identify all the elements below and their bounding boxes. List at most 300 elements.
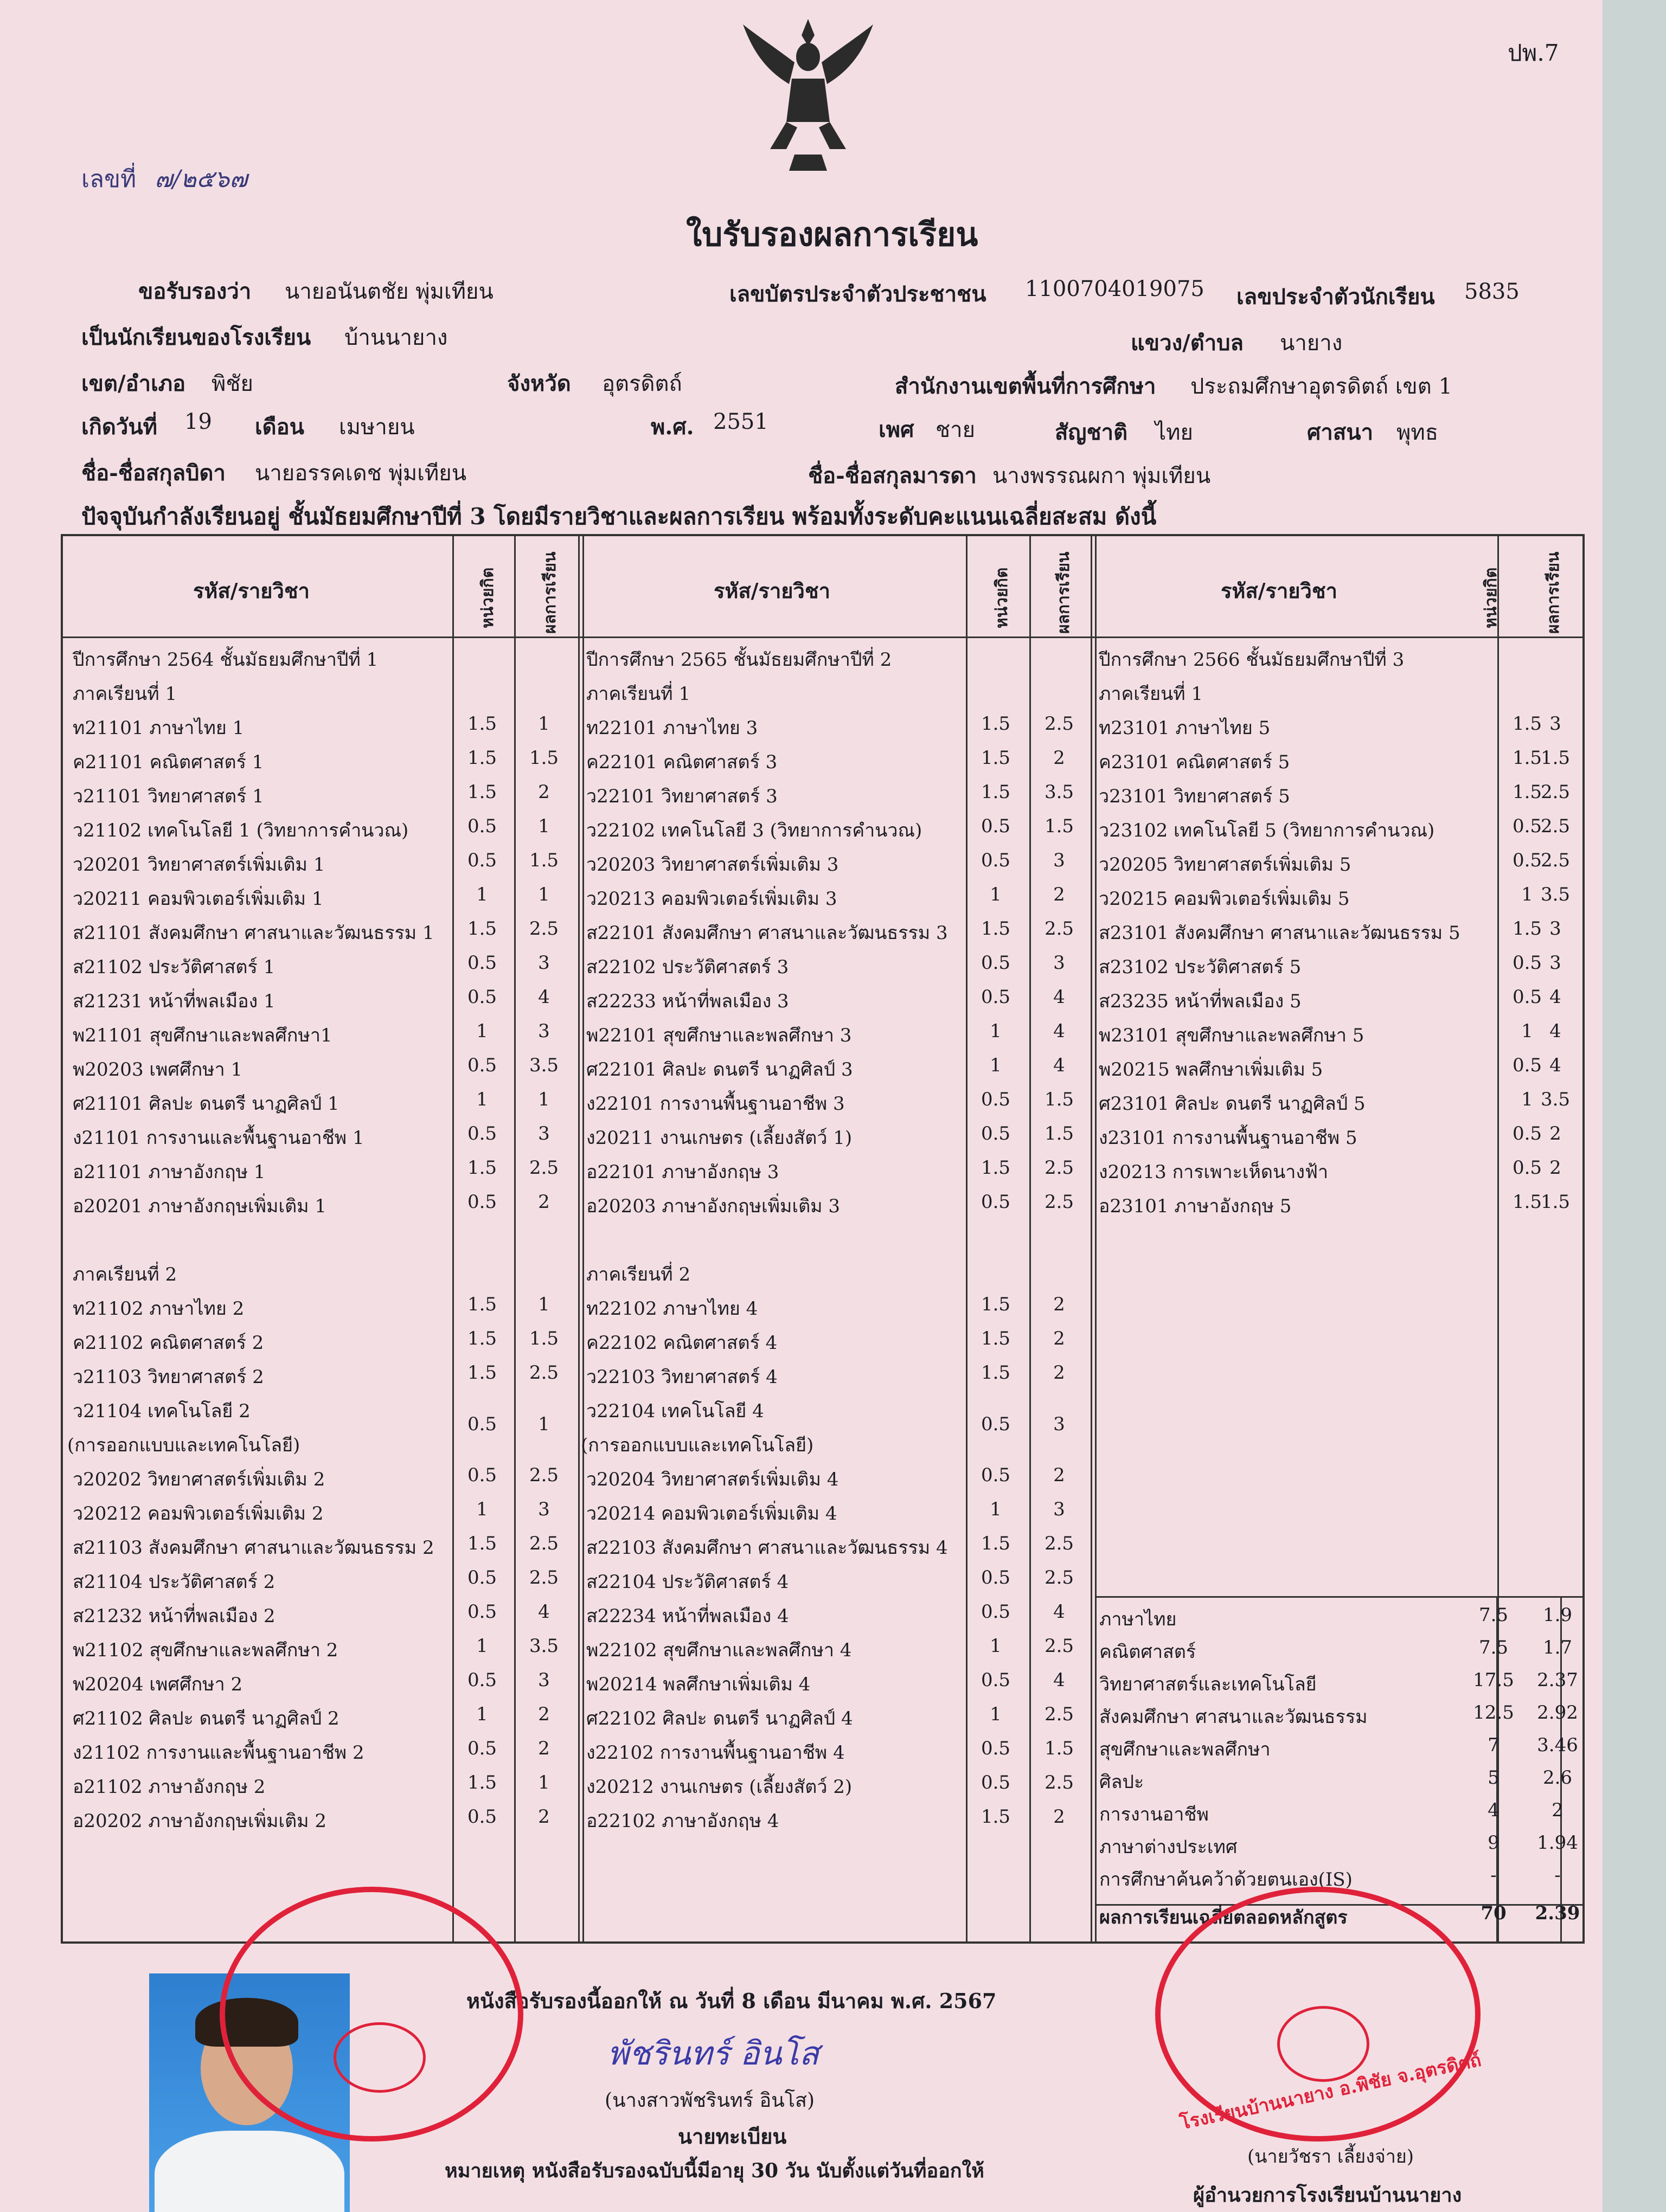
- grade-value: 2: [1053, 884, 1065, 905]
- subject-name: ง22101 การงานพื้นฐานอาชีพ 3: [586, 1093, 845, 1115]
- page-title: ใบรับรองผลการเรียน: [686, 216, 978, 254]
- grade-value: 4: [1053, 1601, 1065, 1623]
- grade-value: 1.5: [1044, 1123, 1074, 1144]
- credit-value: 0.5: [981, 1738, 1011, 1759]
- director-title: ผู้อำนวยการโรงเรียนบ้านนายาง: [1193, 2184, 1462, 2207]
- credit-value: 1.5: [467, 1362, 497, 1384]
- grade-value: 2: [1053, 1464, 1065, 1486]
- student-name: นายอนันตชัย พุ่มเทียน: [285, 279, 494, 304]
- mother-label: ชื่อ-ชื่อสกุลมารดา: [808, 463, 977, 488]
- father-label: ชื่อ-ชื่อสกุลบิดา: [81, 460, 226, 486]
- credit-value: 1: [476, 1635, 488, 1657]
- subject-name: ค22101 คณิตศาสตร์ 3: [586, 751, 778, 773]
- id-value: 1100704019075: [1025, 276, 1204, 301]
- credit-value: 0.5: [467, 1806, 497, 1828]
- credit-value: 1: [990, 1020, 1002, 1042]
- grade-value: 3.5: [1044, 781, 1074, 803]
- grade-value: 4: [538, 1601, 550, 1623]
- grade-value: 3: [1053, 1413, 1065, 1435]
- credit-value: 0.5: [981, 1669, 1011, 1691]
- grade-value: 2: [538, 1806, 550, 1828]
- subject-name: อ21102 ภาษาอังกฤษ 2: [73, 1776, 266, 1798]
- credit-value: 1.5: [467, 1772, 497, 1793]
- credit-value: 0.5: [467, 1464, 497, 1486]
- subject-name: ว22101 วิทยาศาสตร์ 3: [586, 786, 778, 807]
- doc-number-label: เลขที่: [81, 165, 137, 193]
- credit-value: 1.5: [981, 1806, 1011, 1828]
- summary-credit: -: [1490, 1864, 1497, 1886]
- grade-value: 1.5: [529, 747, 559, 769]
- credit-value: 0.5: [467, 850, 497, 871]
- grade-value: 2.5: [1540, 850, 1571, 871]
- mother-name: นางพรรณผกา พุ่มเทียน: [992, 464, 1211, 488]
- header-grade-2: ผลการเรียน: [1054, 551, 1073, 634]
- summary-credit: 9: [1488, 1832, 1500, 1854]
- credit-value: 0.5: [981, 1123, 1011, 1144]
- credit-value: 0.5: [467, 1669, 497, 1691]
- credit-value: 1: [990, 884, 1002, 905]
- credit-value: 1: [476, 1089, 488, 1110]
- grade-value: 1.5: [1044, 815, 1074, 837]
- credit-value: 1: [476, 1703, 488, 1725]
- grade-value: 2.5: [1044, 1635, 1074, 1657]
- summary-subject: ศิลปะ: [1099, 1771, 1144, 1793]
- credit-value: 0.5: [981, 1601, 1011, 1623]
- religion-value: พุทธ: [1396, 420, 1439, 445]
- grade-value: 3: [538, 952, 550, 974]
- grade-value: 4: [1053, 1054, 1065, 1076]
- credit-value: 1.5: [467, 713, 497, 735]
- grade-value: 2.5: [1044, 1533, 1074, 1554]
- subject-name: ศ21101 ศิลปะ ดนตรี นาฏศิลป์ 1: [73, 1093, 339, 1115]
- header-credit-2: หน่วยกิต: [992, 567, 1011, 628]
- credit-value: 0.5: [981, 1772, 1011, 1793]
- student-no-value: 5835: [1464, 279, 1520, 304]
- credit-value: 0.5: [1512, 986, 1542, 1008]
- footer-note: หมายเหตุ หนังสือรับรองฉบับนี้มีอายุ 30 วัน นับตั้งแต่วันที่ออกให้: [445, 2159, 984, 2182]
- subdistrict-value: นายาง: [1280, 331, 1343, 356]
- credit-value: 1.5: [467, 1328, 497, 1349]
- credit-value: 1.5: [1512, 713, 1542, 735]
- grade-value: 3: [1549, 713, 1561, 735]
- grade-value: 4: [538, 986, 550, 1008]
- credit-value: 1.5: [981, 747, 1011, 769]
- grade-value: 3: [538, 1499, 550, 1520]
- subject-name: พ20203 เพศศึกษา 1: [73, 1059, 243, 1081]
- subject-name: ง20212 งานเกษตร (เลี้ยงสัตว์ 2): [586, 1776, 853, 1798]
- summary-credit: 12.5: [1473, 1702, 1514, 1724]
- doc-number: [81, 160, 247, 198]
- subject-name: ส21104 ประวัติศาสตร์ 2: [73, 1571, 275, 1593]
- summary-subject: สังคมศึกษา ศาสนาและวัฒนธรรม: [1099, 1706, 1368, 1728]
- registrar-signature: พัชรินทร์ อินโส: [607, 2035, 819, 2073]
- grade-value: 3.5: [1540, 884, 1571, 905]
- semester-label: ภาคเรียนที่ 1: [1099, 683, 1203, 705]
- subject-name: ว21104 เทคโนโลยี 2: [73, 1400, 251, 1422]
- office-label: สำนักงานเขตพื้นที่การศึกษา: [895, 374, 1156, 399]
- registrar-name: (นางสาวพัชรินทร์ อินโส): [605, 2089, 815, 2112]
- subject-name: ว20202 วิทยาศาสตร์เพิ่มเติม 2: [73, 1469, 325, 1490]
- statement: ปัจจุบันกำลังเรียนอยู่ ชั้นมัธยมศึกษาปีที่ 3 โดยมีรายวิชาและผลการเรียน พร้อมทั้งระดับคะแนนเฉลี่ยสะสม ดังนี้: [81, 503, 1157, 530]
- subject-name: ส23235 หน้าที่พลเมือง 5: [1099, 991, 1302, 1012]
- credit-value: 0.5: [981, 1464, 1011, 1486]
- credit-value: 0.5: [981, 1191, 1011, 1213]
- grade-value: 2: [538, 781, 550, 803]
- birth-month: เมษายน: [339, 415, 415, 440]
- summary-subject: สุขศึกษาและพลศึกษา: [1099, 1739, 1271, 1760]
- grade-value: 3: [1549, 952, 1561, 974]
- summary-subject: ผลการเรียนเฉลี่ยตลอดหลักสูตร: [1099, 1907, 1348, 1928]
- subject-name: พ20215 พลศึกษาเพิ่มเติม 5: [1099, 1059, 1323, 1081]
- subject-name: ว20203 วิทยาศาสตร์เพิ่มเติม 3: [586, 854, 839, 876]
- subject-name: ท23101 ภาษาไทย 5: [1099, 717, 1271, 739]
- grade-value: 1: [538, 713, 550, 735]
- credit-value: 1.5: [981, 1157, 1011, 1179]
- credit-value: 1.5: [981, 1294, 1011, 1315]
- grade-value: 3: [1053, 952, 1065, 974]
- grade-value: 1.5: [529, 850, 559, 871]
- subject-name: ว20211 คอมพิวเตอร์เพิ่มเติม 1: [73, 888, 324, 910]
- subject-name: ว20205 วิทยาศาสตร์เพิ่มเติม 5: [1099, 854, 1351, 876]
- summary-credit: 7: [1488, 1734, 1500, 1756]
- subject-name: ศ23101 ศิลปะ ดนตรี นาฏศิลป์ 5: [1099, 1093, 1366, 1115]
- birth-day: 19: [184, 409, 212, 434]
- district-label: เขต/อำเภอ: [81, 371, 186, 396]
- credit-value: 0.5: [1512, 952, 1542, 974]
- subject-name: ส22101 สังคมศึกษา ศาสนาและวัฒนธรรม 3: [586, 922, 948, 944]
- summary-subject: ภาษาต่างประเทศ: [1099, 1836, 1238, 1858]
- subdistrict-label: แขวง/ตำบล: [1131, 330, 1244, 356]
- credit-value: 1.5: [1512, 781, 1542, 803]
- summary-credit: 7.5: [1478, 1604, 1509, 1626]
- grade-value: 2: [538, 1738, 550, 1759]
- summary-credit: 17.5: [1473, 1669, 1514, 1691]
- subject-name: ส22103 สังคมศึกษา ศาสนาและวัฒนธรรม 4: [586, 1537, 948, 1559]
- credit-value: 1.5: [981, 713, 1011, 735]
- subject-name: พ21102 สุขศึกษาและพลศึกษา 2: [73, 1639, 338, 1661]
- grade-value: 3: [1549, 918, 1561, 940]
- grade-value: 2.5: [1044, 1567, 1074, 1589]
- grade-value: 3: [538, 1123, 550, 1144]
- credit-value: 0.5: [981, 986, 1011, 1008]
- subject-name: ค21101 คณิตศาสตร์ 1: [73, 751, 264, 773]
- subject-name: ส21231 หน้าที่พลเมือง 1: [73, 991, 275, 1012]
- subject-name: อ21101 ภาษาอังกฤษ 1: [73, 1161, 266, 1183]
- sex-value: ชาย: [935, 417, 976, 442]
- school-value: บ้านนายาง: [344, 325, 448, 350]
- credit-value: 0.5: [1512, 1123, 1542, 1144]
- grade-value: 3.5: [1540, 1089, 1571, 1110]
- credit-value: 1: [476, 884, 488, 905]
- credit-value: 1: [990, 1499, 1002, 1520]
- credit-value: 0.5: [467, 1054, 497, 1076]
- semester-label: ภาคเรียนที่ 2: [73, 1264, 177, 1285]
- grade-value: 2.5: [1044, 713, 1074, 735]
- subject-name: ส21103 สังคมศึกษา ศาสนาและวัฒนธรรม 2: [73, 1537, 434, 1559]
- stamp-emblem-left: [334, 2022, 426, 2093]
- subject-name: ท22101 ภาษาไทย 3: [586, 717, 758, 739]
- subject-name: ศ21102 ศิลปะ ดนตรี นาฏศิลป์ 2: [73, 1708, 339, 1729]
- director-name: (นายวัชรา เลี้ยงจ่าย): [1247, 2146, 1414, 2168]
- credit-value: 1.5: [467, 781, 497, 803]
- subject-name: ส21101 สังคมศึกษา ศาสนาและวัฒนธรรม 1: [73, 922, 434, 944]
- summary-credit: 70: [1481, 1902, 1507, 1924]
- grade-value: 3: [538, 1669, 550, 1691]
- student-no-label: เลขประจำตัวนักเรียน: [1236, 284, 1435, 310]
- subject-name: พ22101 สุขศึกษาและพลศึกษา 3: [586, 1025, 852, 1046]
- grade-value: 3: [538, 1020, 550, 1042]
- grade-value: 3.5: [529, 1054, 559, 1076]
- subject-name: ง21102 การงานและพื้นฐานอาชีพ 2: [73, 1742, 364, 1764]
- credit-value: 0.5: [1512, 815, 1542, 837]
- certify-label: ขอรับรองว่า: [138, 279, 252, 304]
- credit-value: 1.5: [1512, 747, 1542, 769]
- birth-day-label: เกิดวันที่: [81, 414, 158, 440]
- summary-gpa: -: [1554, 1864, 1561, 1886]
- credit-value: 1.5: [467, 918, 497, 940]
- credit-value: 0.5: [981, 952, 1011, 974]
- grade-value: 1: [538, 884, 550, 905]
- header-grade-3: ผลการเรียน: [1544, 551, 1563, 634]
- subject-name: ว22103 วิทยาศาสตร์ 4: [586, 1366, 778, 1388]
- religion-label: ศาสนา: [1307, 420, 1374, 445]
- credit-value: 1.5: [1512, 918, 1542, 940]
- birth-year-label: พ.ศ.: [651, 414, 694, 440]
- subject-name: ค21102 คณิตศาสตร์ 2: [73, 1332, 264, 1354]
- credit-value: 0.5: [981, 815, 1011, 837]
- summary-subject: คณิตศาสตร์: [1099, 1641, 1196, 1663]
- subject-name: ส22104 ประวัติศาสตร์ 4: [586, 1571, 789, 1593]
- grade-value: 2.5: [1044, 1191, 1074, 1213]
- credit-value: 1: [1521, 884, 1533, 905]
- nationality-value: ไทย: [1155, 420, 1193, 445]
- grades-table: [61, 534, 1585, 1944]
- year-heading: ปีการศึกษา 2565 ชั้นมัธยมศึกษาปีที่ 2: [586, 649, 892, 671]
- grade-value: 3.5: [529, 1635, 559, 1657]
- subject-name: พ21101 สุขศึกษาและพลศึกษา1: [73, 1025, 332, 1046]
- province-value: อุตรดิตถ์: [602, 371, 682, 396]
- year-heading: ปีการศึกษา 2566 ชั้นมัธยมศึกษาปีที่ 3: [1099, 649, 1405, 671]
- credit-value: 1: [990, 1054, 1002, 1076]
- subject-name: ง21101 การงานและพื้นฐานอาชีพ 1: [73, 1127, 364, 1149]
- subject-name: ว20204 วิทยาศาสตร์เพิ่มเติม 4: [586, 1469, 839, 1490]
- subject-name: ว20215 คอมพิวเตอร์เพิ่มเติม 5: [1099, 888, 1350, 910]
- grade-value: 1.5: [1044, 1089, 1074, 1110]
- credit-value: 0.5: [467, 1191, 497, 1213]
- grade-value: 2.5: [1540, 815, 1571, 837]
- credit-value: 0.5: [467, 1123, 497, 1144]
- subject-name: ส21232 หน้าที่พลเมือง 2: [73, 1605, 275, 1627]
- doc-number-value: ๗/๒๕๖๗: [155, 165, 248, 193]
- grade-value: 4: [1053, 1669, 1065, 1691]
- header-subject-1: รหัส/รายวิชา: [193, 578, 310, 603]
- credit-value: 1.5: [467, 1294, 497, 1315]
- semester-label: ภาคเรียนที่ 1: [73, 683, 177, 705]
- grade-value: 2.5: [529, 1533, 559, 1554]
- sex-label: เพศ: [879, 417, 914, 442]
- subject-name: ท21102 ภาษาไทย 2: [73, 1298, 245, 1320]
- school-label: เป็นนักเรียนของโรงเรียน: [81, 325, 311, 350]
- office-value: ประถมศึกษาอุตรดิตถ์ เขต 1: [1190, 374, 1452, 399]
- province-label: จังหวัด: [507, 371, 571, 396]
- credit-value: 0.5: [467, 986, 497, 1008]
- grade-value: 2: [538, 1191, 550, 1213]
- summary-gpa: 1.94: [1537, 1832, 1578, 1854]
- registrar-title: นายทะเบียน: [678, 2124, 787, 2149]
- subject-name: ว23101 วิทยาศาสตร์ 5: [1099, 786, 1290, 807]
- subject-name: ส22102 ประวัติศาสตร์ 3: [586, 956, 789, 978]
- subject-name: ว21103 วิทยาศาสตร์ 2: [73, 1366, 264, 1388]
- credit-value: 0.5: [1512, 1054, 1542, 1076]
- grade-value: 2.5: [1044, 1772, 1074, 1793]
- subject-name: ง20213 การเพาะเห็ดนางฟ้า: [1099, 1161, 1329, 1183]
- grade-value: 1: [538, 1294, 550, 1315]
- subject-name: ง23101 การงานพื้นฐานอาชีพ 5: [1099, 1127, 1357, 1149]
- grade-value: 4: [1549, 1020, 1561, 1042]
- credit-value: 1.5: [981, 918, 1011, 940]
- grade-value: 1.5: [1044, 1738, 1074, 1759]
- photo-shirt: [155, 2131, 344, 2212]
- summary-subject: วิทยาศาสตร์และเทคโนโลยี: [1099, 1674, 1317, 1695]
- credit-value: 1.5: [981, 781, 1011, 803]
- subject-name: ว22102 เทคโนโลยี 3 (วิทยาการคำนวณ): [586, 820, 922, 841]
- subject-name: ว20213 คอมพิวเตอร์เพิ่มเติม 3: [586, 888, 837, 910]
- subject-name-cont: (การออกแบบและเทคโนโลยี): [67, 1435, 300, 1456]
- credit-value: 0.5: [467, 815, 497, 837]
- semester-label: ภาคเรียนที่ 1: [586, 683, 691, 705]
- nationality-label: สัญชาติ: [1055, 420, 1128, 445]
- credit-value: 0.5: [981, 1567, 1011, 1589]
- credit-value: 1: [476, 1499, 488, 1520]
- grade-value: 2: [1549, 1157, 1561, 1179]
- subject-name: ว20201 วิทยาศาสตร์เพิ่มเติม 1: [73, 854, 325, 876]
- credit-value: 1: [476, 1020, 488, 1042]
- grade-value: 2: [1053, 1328, 1065, 1349]
- credit-value: 1.5: [981, 1362, 1011, 1384]
- credit-value: 0.5: [1512, 1157, 1542, 1179]
- subject-name: พ23101 สุขศึกษาและพลศึกษา 5: [1099, 1025, 1364, 1046]
- subject-name: ท22102 ภาษาไทย 4: [586, 1298, 758, 1320]
- subject-name: ศ22102 ศิลปะ ดนตรี นาฏศิลป์ 4: [586, 1708, 853, 1729]
- credit-value: 1: [1521, 1020, 1533, 1042]
- credit-value: 1.5: [467, 1533, 497, 1554]
- summary-gpa: 2.92: [1537, 1702, 1578, 1724]
- header-subject-2: รหัส/รายวิชา: [714, 578, 831, 603]
- subject-name: ส23101 สังคมศึกษา ศาสนาและวัฒนธรรม 5: [1099, 922, 1460, 944]
- credit-value: 1.5: [981, 1533, 1011, 1554]
- grade-value: 2.5: [1540, 781, 1571, 803]
- summary-subject: การงานอาชีพ: [1099, 1804, 1209, 1825]
- summary-gpa: 1.9: [1542, 1604, 1573, 1626]
- header-subject-3: รหัส/รายวิชา: [1221, 578, 1338, 603]
- grade-value: 4: [1053, 1020, 1065, 1042]
- subject-name: ส22234 หน้าที่พลเมือง 4: [586, 1605, 789, 1627]
- subject-name: ค22102 คณิตศาสตร์ 4: [586, 1332, 778, 1354]
- district-value: พิชัย: [212, 371, 253, 396]
- subject-name: ว23102 เทคโนโลยี 5 (วิทยาการคำนวณ): [1099, 820, 1435, 841]
- form-code: ปพ.7: [1508, 40, 1559, 66]
- credit-value: 0.5: [467, 952, 497, 974]
- credit-value: 0.5: [467, 1738, 497, 1759]
- school-stamp-left: [220, 1887, 523, 2142]
- subject-name: พ20204 เพศศึกษา 2: [73, 1674, 243, 1695]
- grade-value: 4: [1053, 986, 1065, 1008]
- subject-name: ท21101 ภาษาไทย 1: [73, 717, 245, 739]
- subject-name: ว21101 วิทยาศาสตร์ 1: [73, 786, 264, 807]
- subject-name: อ20201 ภาษาอังกฤษเพิ่มเติม 1: [73, 1195, 326, 1217]
- subject-name: ศ22101 ศิลปะ ดนตรี นาฏศิลป์ 3: [586, 1059, 853, 1081]
- subject-name: ส21102 ประวัติศาสตร์ 1: [73, 956, 275, 978]
- credit-value: 1.5: [1512, 1191, 1542, 1213]
- grade-value: 1: [538, 1413, 550, 1435]
- credit-value: 0.5: [467, 1601, 497, 1623]
- grade-value: 2.5: [529, 918, 559, 940]
- credit-value: 0.5: [981, 1413, 1011, 1435]
- grade-value: 2.5: [529, 1157, 559, 1179]
- father-name: นายอรรคเดช พุ่มเทียน: [255, 461, 467, 486]
- header-grade-1: ผลการเรียน: [541, 551, 560, 634]
- semester-label: ภาคเรียนที่ 2: [586, 1264, 691, 1285]
- credit-value: 1.5: [467, 1157, 497, 1179]
- subject-name: ค23101 คณิตศาสตร์ 5: [1099, 751, 1290, 773]
- birth-year: 2551: [713, 409, 768, 434]
- credit-value: 1: [990, 1635, 1002, 1657]
- subject-name: พ22102 สุขศึกษาและพลศึกษา 4: [586, 1639, 852, 1661]
- header-credit-1: หน่วยกิต: [478, 567, 497, 628]
- subject-name: ง20211 งานเกษตร (เลี้ยงสัตว์ 1): [586, 1127, 853, 1149]
- subject-name-cont: (การออกแบบและเทคโนโลยี): [581, 1435, 814, 1456]
- grade-value: 1.5: [1540, 1191, 1571, 1213]
- garuda-emblem: [740, 14, 876, 176]
- credit-value: 0.5: [981, 850, 1011, 871]
- grade-value: 2.5: [1044, 1157, 1074, 1179]
- grade-value: 2: [1053, 747, 1065, 769]
- grade-value: 1: [538, 1772, 550, 1793]
- stamp-text-right: โรงเรียนบ้านนายาง อ.พิชัย จ.อุตรดิตถ์: [1178, 2049, 1483, 2134]
- grade-value: 1.5: [1540, 747, 1571, 769]
- grade-value: 2.5: [1044, 1703, 1074, 1725]
- grade-value: 3: [1053, 1499, 1065, 1520]
- credit-value: 1: [990, 1703, 1002, 1725]
- credit-value: 0.5: [981, 1089, 1011, 1110]
- grade-value: 2.5: [529, 1362, 559, 1384]
- grade-value: 4: [1549, 986, 1561, 1008]
- summary-credit: 7.5: [1478, 1637, 1509, 1658]
- summary-gpa: 1.7: [1542, 1637, 1573, 1658]
- grade-value: 2: [1053, 1362, 1065, 1384]
- grade-value: 2.5: [529, 1567, 559, 1589]
- summary-credit: 5: [1488, 1767, 1500, 1789]
- summary-gpa: 3.46: [1537, 1734, 1578, 1756]
- subject-name: อ20202 ภาษาอังกฤษเพิ่มเติม 2: [73, 1810, 326, 1832]
- credit-value: 1.5: [467, 747, 497, 769]
- grade-value: 2: [1053, 1294, 1065, 1315]
- subject-name: อ22101 ภาษาอังกฤษ 3: [586, 1161, 779, 1183]
- subject-name: ส23102 ประวัติศาสตร์ 5: [1099, 956, 1302, 978]
- subject-name: ว21102 เทคโนโลยี 1 (วิทยาการคำนวณ): [73, 820, 409, 841]
- header-credit-3: หน่วยกิต: [1482, 567, 1501, 628]
- subject-name: อ23101 ภาษาอังกฤษ 5: [1099, 1195, 1292, 1217]
- grade-value: 4: [1549, 1054, 1561, 1076]
- year-heading: ปีการศึกษา 2564 ชั้นมัธยมศึกษาปีที่ 1: [73, 649, 379, 671]
- subject-name: ง22102 การงานพื้นฐานอาชีพ 4: [586, 1742, 845, 1764]
- subject-name: ว20212 คอมพิวเตอร์เพิ่มเติม 2: [73, 1503, 324, 1525]
- summary-gpa: 2.6: [1542, 1767, 1573, 1789]
- birth-month-label: เดือน: [255, 414, 305, 440]
- id-label: เลขบัตรประจำตัวประชาชน: [729, 281, 986, 307]
- subject-name: ส22233 หน้าที่พลเมือง 3: [586, 991, 789, 1012]
- grade-value: 1: [538, 1089, 550, 1110]
